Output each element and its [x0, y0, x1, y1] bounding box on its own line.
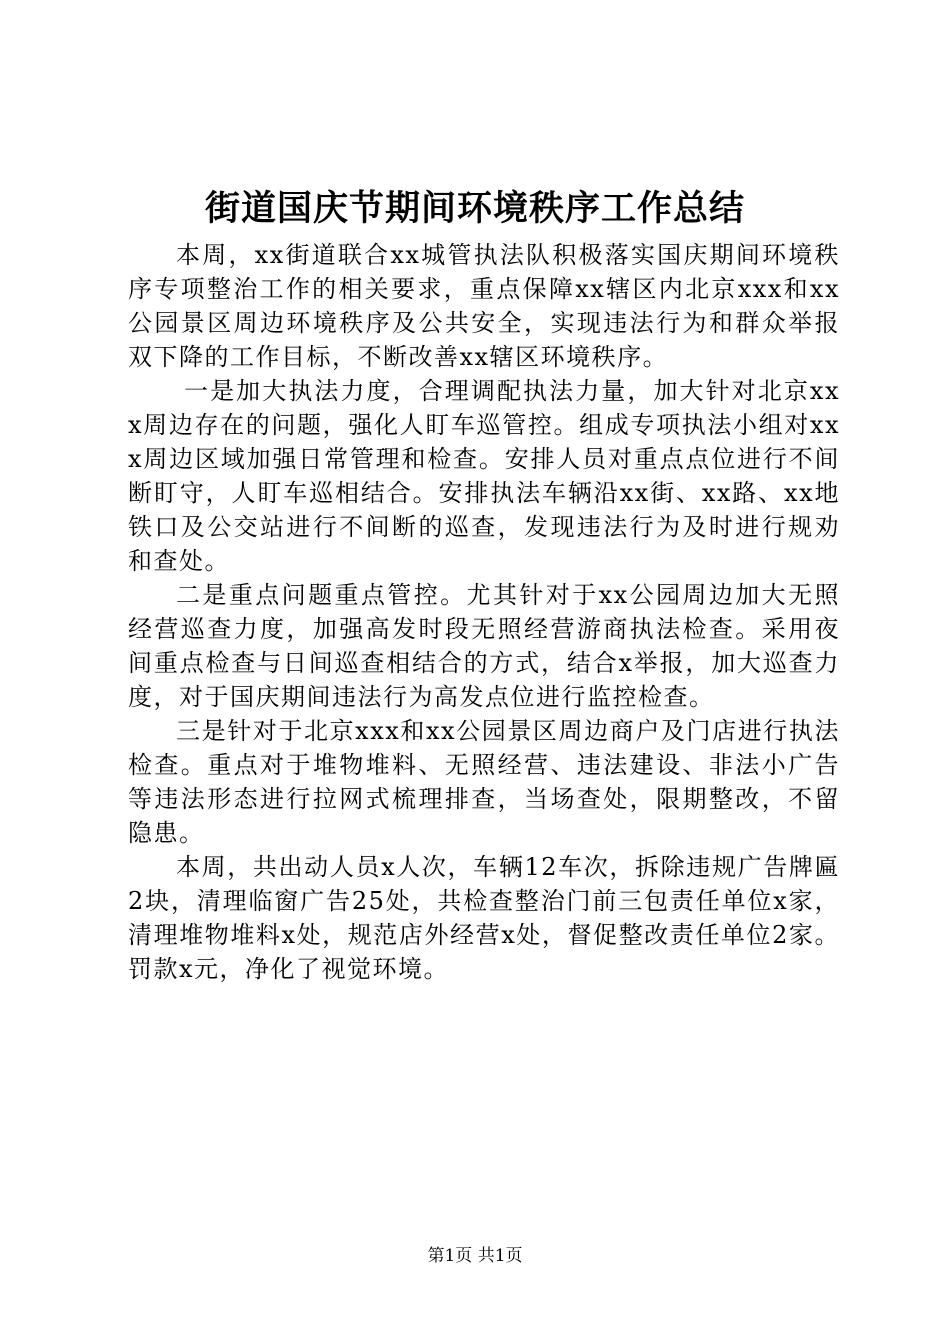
- document-body: [128, 238, 840, 986]
- paragraph-item-one: 一是加大执法力度，合理调配执法力量，加大针对北京xxx周边存在的问题，强化人盯车巡管控。组成专项执法小组对xxx周边区域加强日常管理和检查。安排人员对重点点位进行不间断盯守，人盯车巡相结合。安排执法车辆沿xx街、xx路、xx地铁口及公交站进行不间断的巡查，发现违法行为及时进行规劝和查处。: [128, 377, 840, 575]
- paragraph-item-three: 三是针对于北京xxx和xx公园景区周边商户及门店进行执法检查。重点对于堆物堆料、无照经营、违法建设、非法小广告等违法形态进行拉网式梳理排查，当场查处，限期整改，不留隐患。: [128, 717, 840, 847]
- page-number-footer: 第1页 共1页: [427, 1246, 523, 1266]
- paragraph-intro: 本周，xx街道联合xx城管执法队积极落实国庆期间环境秩序专项整治工作的相关要求，重点保障xx辖区内北京xxx和xx公园景区周边环境秩序及公共安全，实现违法行为和群众举报双下降的工作目标，不断改善xx辖区环境秩序。: [128, 241, 840, 371]
- paragraph-item-two: 二是重点问题重点管控。尤其针对于xx公园周边加大无照经营巡查力度，加强高发时段无照经营游商执法检查。采用夜间重点检查与日间巡查相结合的方式，结合x举报，加大巡查力度，对于国庆期间违法行为高发点位进行监控检查。: [128, 581, 840, 711]
- paragraph-summary: 本周，共出动人员x人次，车辆12车次，拆除违规广告牌匾2块，清理临窗广告25处，共检查整治门前三包责任单位x家，清理堆物堆料x处，规范店外经营x处，督促整改责任单位2家。罚款x元，净化了视觉环境。: [128, 853, 840, 983]
- document-title: 街道国庆节期间环境秩序工作总结: [204, 189, 745, 229]
